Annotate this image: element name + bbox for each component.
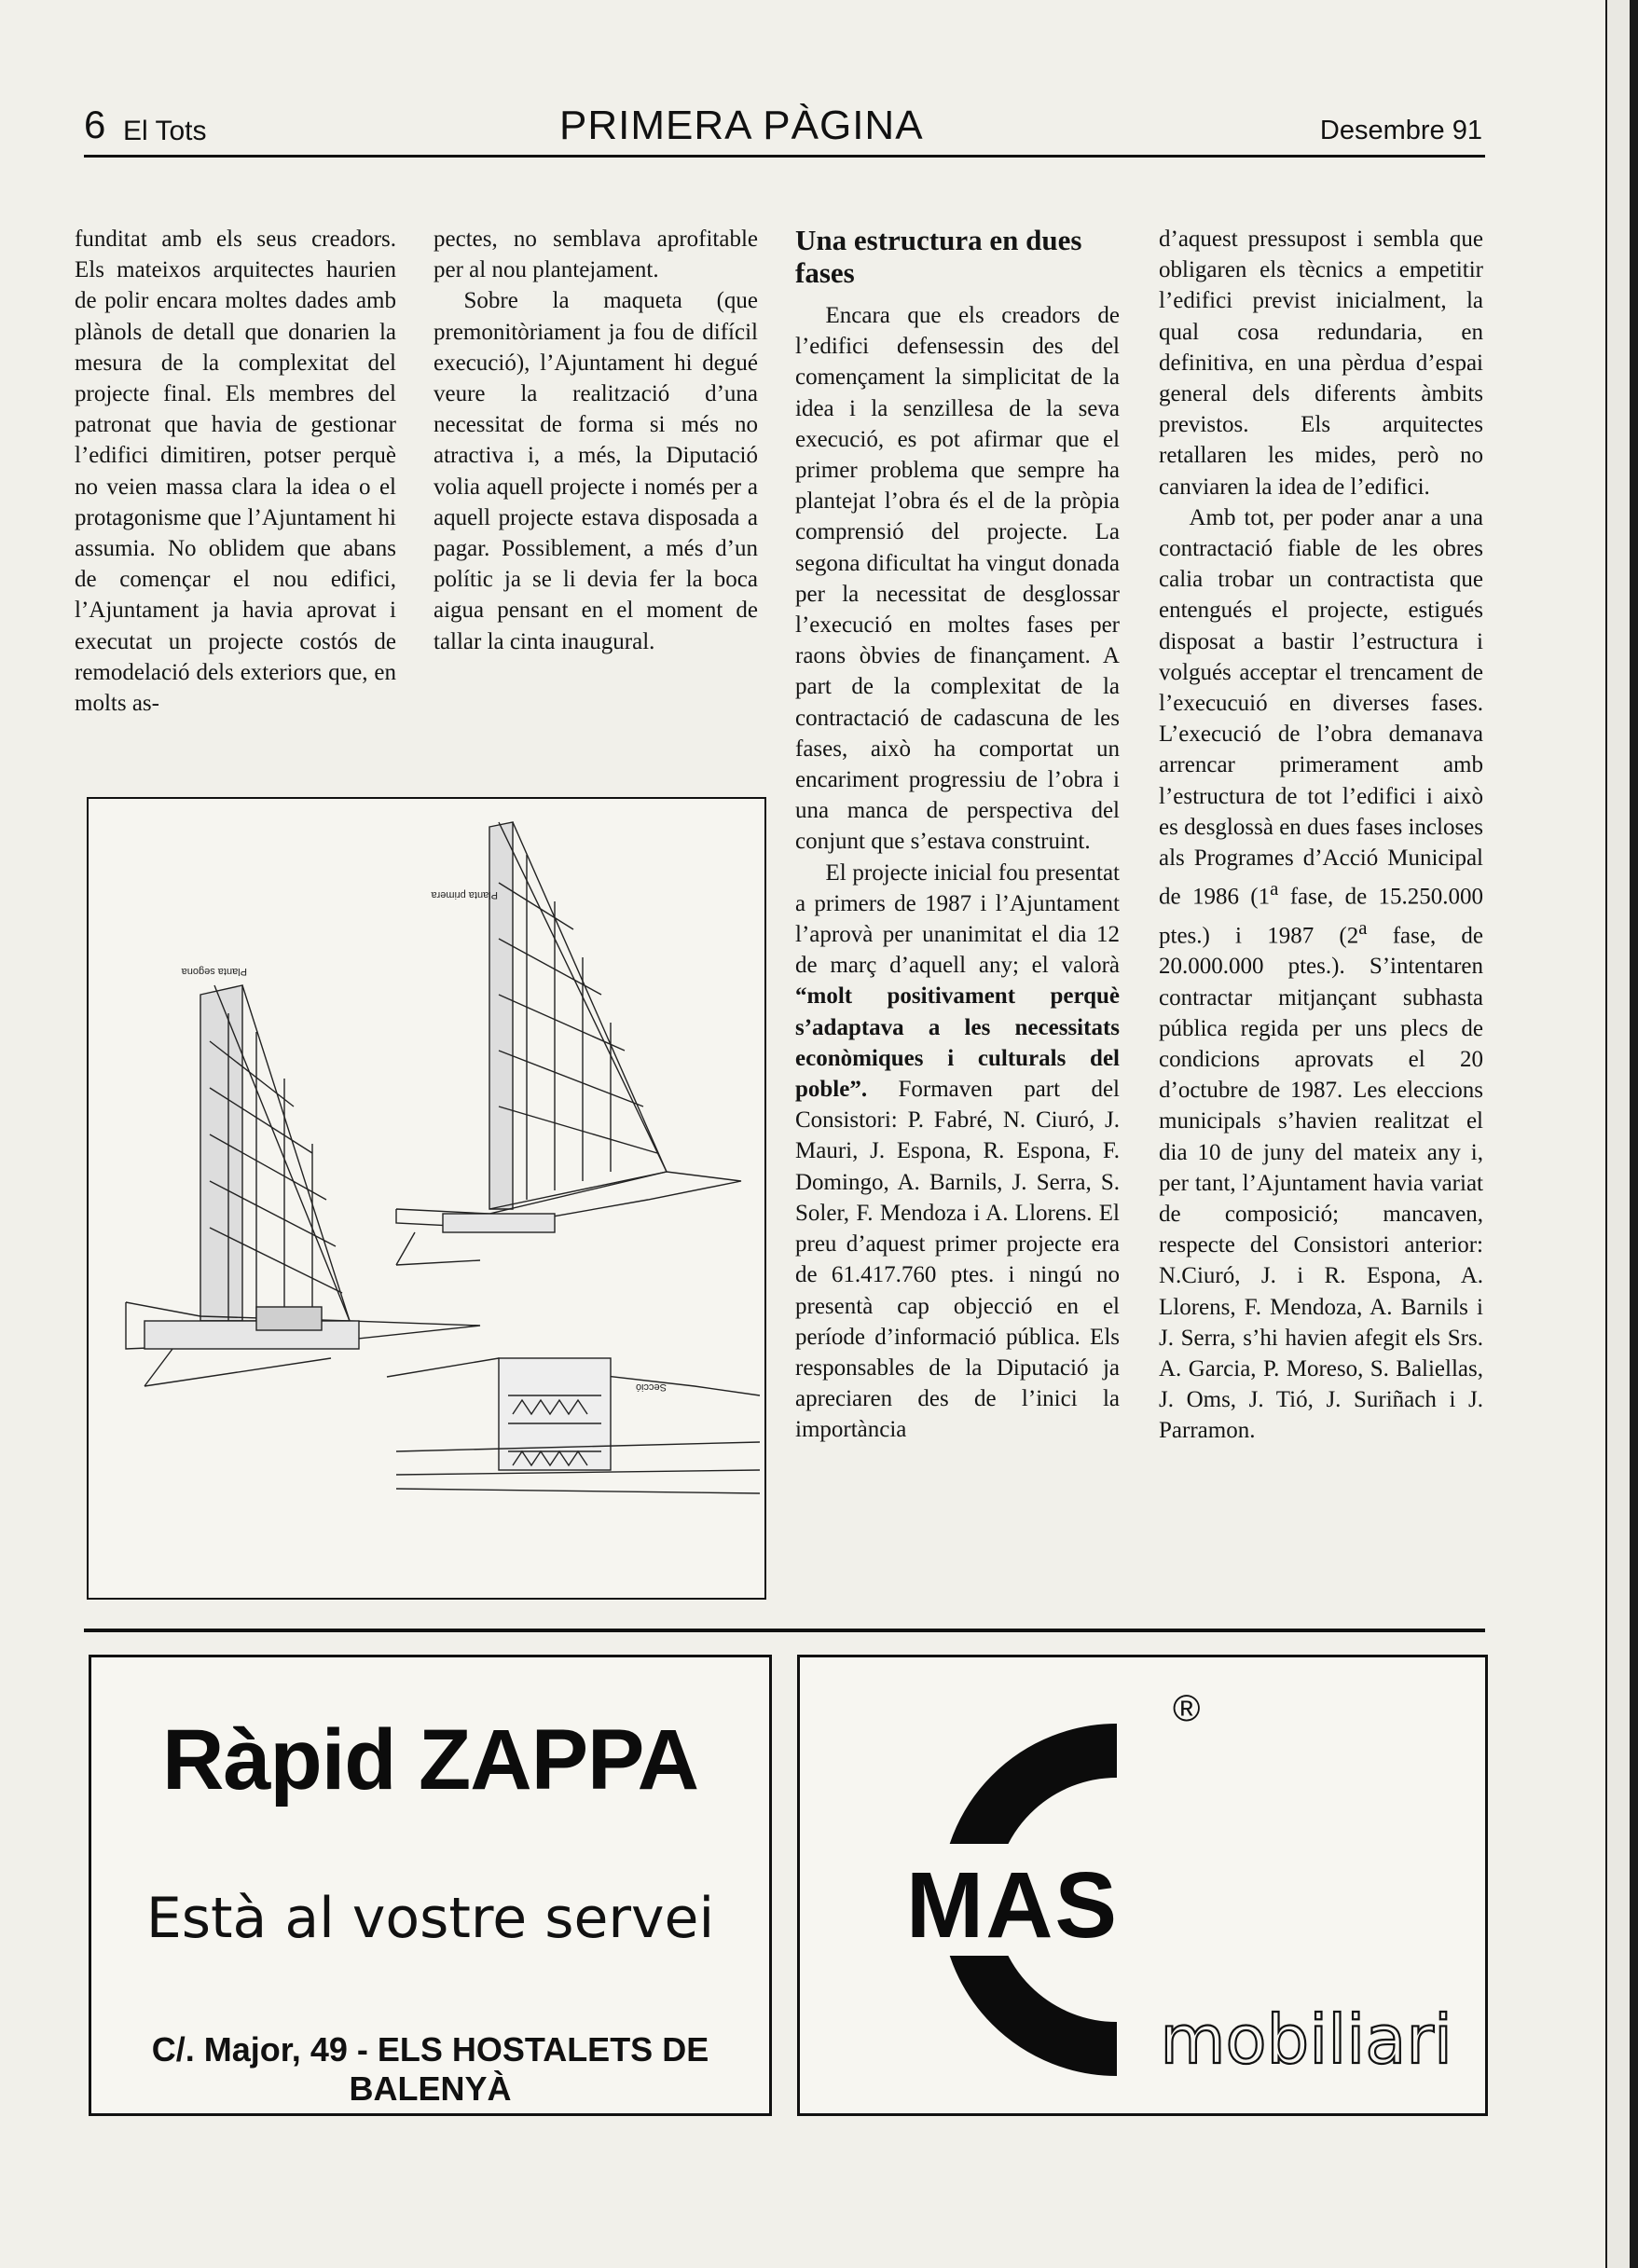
article-column-1 (75, 224, 396, 719)
article-column-3 (795, 224, 1120, 1446)
logo-text: MAS (905, 1853, 1120, 1958)
architectural-drawing (87, 797, 766, 1600)
header-rule (84, 155, 1485, 158)
ad-address: C/. Major, 49 - ELS HOSTALETS DE BALENYÀ (151, 2030, 709, 2108)
quote-bold: “molt positivament perquè s’adaptava a les necessitats econòmiques i culturals del poble”. (795, 983, 1120, 1103)
mas-logo (800, 1657, 1485, 2113)
section-separator (84, 1629, 1485, 1632)
advertisement-rapid-zappa (89, 1655, 772, 2116)
building-plans-illustration (89, 799, 764, 1598)
article-subheading: Una estructura en dues fases (795, 224, 1082, 289)
ad-title: Ràpid ZAPPA (161, 1712, 699, 1808)
article-column-2 (434, 224, 758, 657)
paragraph: Encara que els creadors de l’edifici defensessin des del començament la simplicitat de la idea i la senzillesa de la seva execució, es pot afirmar que el primer problema que sempre ha plantejat l’obra és el de la pròpia comprensió del projecte. La segona dificultat ha vingut donada per la necessitat de desglossar l’execució en moltes fases per raons òbvies de finançament. A part de la complexitat de la contractació de cadascuna de les fases, això ha comportat un encariment progressiu de l’obra i una manca de perspectiva del conjunt que s’estava construint. (795, 303, 1120, 855)
registered-mark: ® (1173, 1688, 1201, 1729)
plan-label-left: Planta segona (181, 966, 247, 977)
advertisement-mas-mobiliari (797, 1655, 1488, 2116)
tower-shape (200, 985, 242, 1321)
issue-date: Desembre 91 (1319, 116, 1482, 145)
page-number: 6 (84, 103, 106, 146)
paragraph: d’aquest pressupost i sembla que obligaren els tècnics a empetitir l’edifici previst inicialment, la qual cosa redundaria, en definitiva, en una pèrdua d’espai general dels diferents àmbits previstos. Els arquitectes retallaren les mides, però no canviaren la idea de l’edifici. (1159, 227, 1483, 500)
publication-name: El Tots (123, 116, 207, 146)
paragraph: pectes, no semblava aprofitable per al nou plantejament. (434, 227, 758, 283)
page-header (84, 103, 1482, 155)
paragraph: funditat amb els seus creadors. Els mateixos arquitectes haurien de polir encara moltes dades amb plànols de detall que donarien la mesura de la complexitat del projecte final. Els membres del patronat que havia de gestionar l’edifici dimitiren, potser perquè no veien massa clara la idea o el protagonisme que l’Ajuntament hi assumia. No oblidem que abans de començar el nou edifici, l’Ajuntament ja havia aprovat i executat un projecte costós de remodelació dels exteriors que, en molts as- (75, 227, 396, 717)
paragraph: El projecte inicial fou presentat a primers de 1987 i l’Ajuntament l’aprovà per unanimitat el dia 12 de març d’aquell any; el valorà “molt positivament perquè s’adaptava a les necessitats econòmiques i culturals del poble”. Formaven part del Consistori: P. Fabré, N. Ciuró, J. Mauri, J. Espona, R. Espona, F. Domingo, A. Barnils, J. Serra, S. Soler, F. Mendoza i A. Llorens. El preu d’aquest primer projecte era de 61.417.760 ptes. i ningú no presentà cap objecció en el període d’informació pública. Els responsables de la Diputació ja apreciaren des de l’inici la importància (795, 859, 1120, 1443)
page-edge (1605, 0, 1638, 2268)
ad-subtitle: mobiliari (1160, 2000, 1452, 2079)
ad-tagline: Està al vostre servei (145, 1886, 715, 1951)
paragraph: Amb tot, per poder anar a una contractació fiable de les obres calia trobar un contractista que entengués el projecte, estigués disposat a bastir l’estructura i volgués acceptar el trencament de l’execucuió en diverses fases. L’execució de l’obra demanava arrencar primerament amb l’estructura de tot l’edifici i això es desglossà en dues fases incloses als Programes d’Acció Municipal de 1986 (1$^a$ fase, de 15.250.000 ptes.) i 1987 (2$^a$ fase, de 20.000.000 ptes.). S’intentaren contractar mitjançant subhasta pública regida per uns plecs de condicions aprovats el 20 d’octubre de 1987. Les eleccions municipals s’havien realitzat el dia 10 de juny del mateix any i, per tant, l’Ajuntament havia variat de composició; mancaven, respecte del Consistori anterior: N.Ciuró, J. i R. Espona, A. Llorens, F. Mendoza, A. Barnils i J. Serra, s’hi havien afegit els Srs. A. Garcia, P. Moreso, S. Baliellas, J. Oms, J. Tió, J. Suriñach i J. Parramon. (1159, 504, 1484, 1444)
section-title: PRIMERA PÀGINA (559, 103, 924, 148)
paragraph: Sobre la maqueta (que premonitòriament ja fou de difícil execució), l’Ajuntament hi degué veure la realització d’una necessitat de forma si més no atractiva i, a més, la Diputació volia aquell projecte i només per a aquell projecte estava disposada a pagar. Possiblement, a més d’un polític ja se li devia fer la boca aigua pensant en el moment de tallar la cinta inaugural. (434, 288, 758, 654)
section-label: Secció (635, 1381, 667, 1393)
plan-label-middle: Planta primera (431, 889, 498, 900)
article-column-4 (1159, 224, 1483, 1447)
